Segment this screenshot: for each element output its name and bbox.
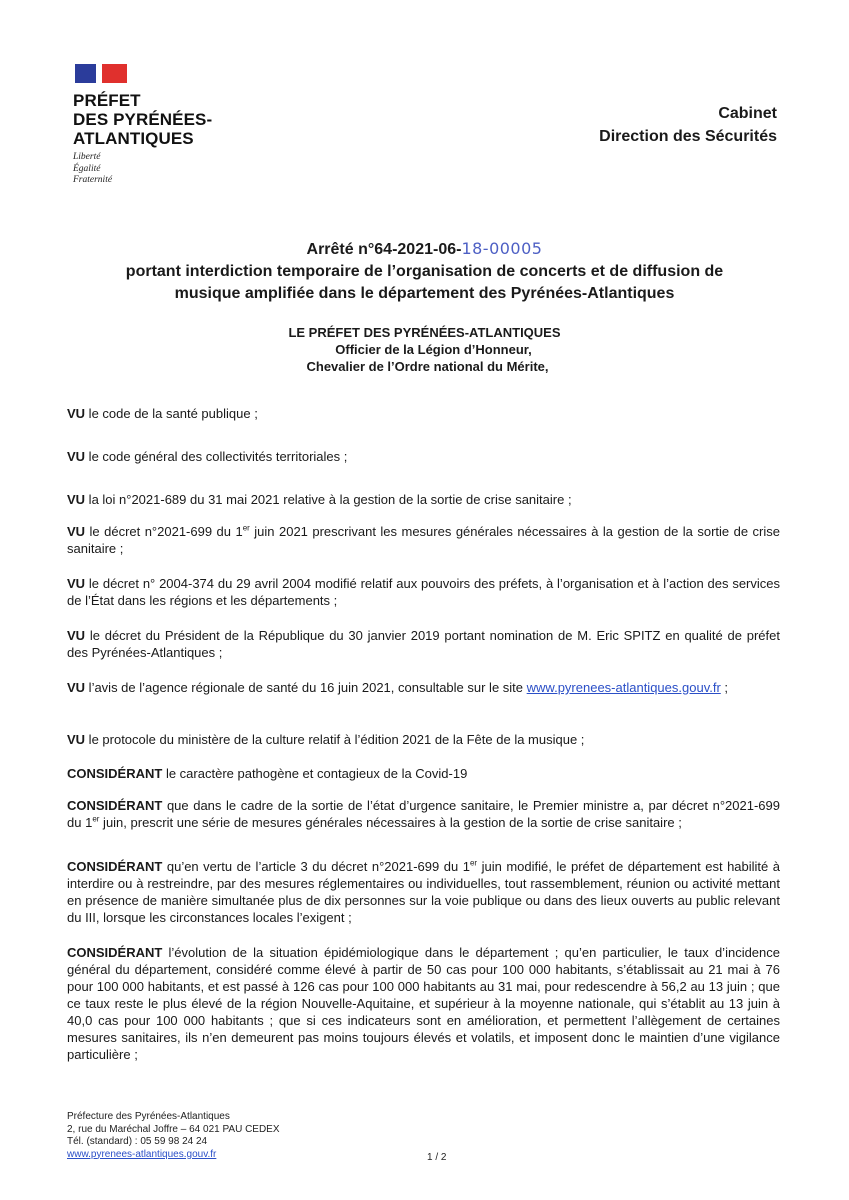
prefet-title: LE PRÉFET DES PYRÉNÉES-ATLANTIQUES (288, 325, 561, 340)
arrete-number-handwritten: 18-00005 (461, 239, 543, 258)
paragraph-lead: VU (67, 732, 86, 747)
arrete-number (0, 238, 849, 261)
prefet-distinction: Chevalier de l’Ordre national du Mérite, (306, 359, 549, 374)
paragraph-lead: VU (67, 524, 86, 539)
vu-paragraph (67, 405, 780, 422)
paragraph-lead: CONSIDÉRANT (67, 798, 163, 813)
paragraph-lead: CONSIDÉRANT (67, 945, 163, 960)
vu-paragraph (67, 575, 780, 609)
considerant-paragraph (67, 797, 780, 831)
paragraph-text: que dans le cadre de la sortie de l’état d’urgence sanitaire, le Premier ministre a, par décret n°2021-699 du 1 (67, 798, 780, 830)
page-number: 1 / 2 (427, 1152, 447, 1163)
considerant-paragraph (67, 944, 780, 1063)
paragraph-text: l’avis de l’agence régionale de santé du 16 juin 2021, consultable sur le site (85, 680, 527, 695)
footer-address (67, 1111, 280, 1161)
paragraph-lead: CONSIDÉRANT (67, 766, 163, 781)
vu-paragraph (67, 491, 780, 508)
footer-line: Préfecture des Pyrénées-Atlantiques (67, 1111, 230, 1122)
vu-paragraph (67, 679, 780, 696)
french-flag-icon (75, 64, 127, 83)
paragraph-text: le décret n° 2004-374 du 29 avril 2004 modifié relatif aux pouvoirs des préfets, à l’organisation et à l’action des services de l’État dans les régions et les départements ; (67, 576, 780, 608)
paragraph-text: le caractère pathogène et contagieux de la Covid-19 (162, 766, 468, 781)
vu-paragraph (67, 731, 780, 748)
logo-line: PRÉFET (73, 91, 141, 110)
motto-line: Fraternité (73, 175, 113, 185)
footer-line: 2, rue du Maréchal Joffre – 64 021 PAU CEDEX (67, 1123, 280, 1135)
paragraph-text: le code général des collectivités territoriales ; (85, 449, 348, 464)
service-line: Cabinet (718, 105, 777, 122)
motto-line: Liberté (73, 152, 101, 162)
logo-line: DES PYRÉNÉES- (73, 110, 213, 129)
paragraph-lead: VU (67, 680, 86, 695)
paragraph-lead: VU (67, 628, 86, 643)
prefet-block (0, 324, 849, 375)
paragraph-text: qu’en vertu de l’article 3 du décret n°2021-699 du 1 (162, 859, 470, 874)
prefet-distinction: Officier de la Légion d’Honneur, (335, 342, 532, 357)
paragraph-text: le décret du Président de la République du 30 janvier 2019 portant nomination de M. Eric SPITZ en qualité de préfet des Pyrénées-Atlantiques ; (67, 628, 780, 660)
service-header (599, 102, 777, 148)
superscript: er (242, 523, 250, 533)
paragraph-text: le code de la santé publique ; (85, 406, 258, 421)
footer-website-link[interactable]: www.pyrenees-atlantiques.gouv.fr (67, 1148, 217, 1160)
paragraph-text: l’évolution de la situation épidémiologique dans le département ; qu’en particulier, le taux d’incidence général du département, considéré comme élevé à partir de 50 cas pour 100 000 habitants, s’établissait au 21 mai à 76 pour 100 000 habitants, et est passé à 126 cas pour 100 000 habitants au 31 mai, pour redescendre à 56,2 au 13 juin ; que ce taux reste le plus élevé de la région Nouvelle-Aquitaine, et supérieur à la moyenne nationale, qui s’établit au 13 juin à 40,0 cas pour 100 000 habitants ; que si ces indicateurs sont en amélioration, et permettent l’allègement de certaines mesures sanitaires, ils n’en demeurent pas moins toujours élevés et volatils, et imposent donc le maintien d’une vigilance particulière ; (67, 945, 780, 1062)
logo-title (73, 91, 223, 148)
vu-paragraph (67, 448, 780, 465)
motto-line: Égalité (73, 163, 101, 174)
arrete-title (0, 238, 849, 305)
paragraph-text: le protocole du ministère de la culture relatif à l’édition 2021 de la Fête de la musique ; (85, 732, 585, 747)
paragraph-text: la loi n°2021-689 du 31 mai 2021 relative à la gestion de la sortie de crise sanitaire ; (85, 492, 572, 507)
superscript: er (92, 814, 100, 824)
arrete-subtitle: portant interdiction temporaire de l’organisation de concerts et de diffusion de (125, 263, 724, 280)
superscript: er (469, 858, 478, 868)
arrete-number-prefix: Arrêté n°64-2021-06- (306, 241, 462, 258)
footer-line: Tél. (standard) : 05 59 98 24 24 (67, 1136, 208, 1147)
prefecture-logo (73, 64, 223, 187)
paragraph-text: juin modifié, le préfet de département est habilité à interdire ou à restreindre, par des mesures réglementaires ou individuelles, tout rassemblement, réunion ou activité mettant en présence de manière simultanée plus de dix personnes sur la voie publique ou dans des lieux ouverts au public relevant du III, lorsque les circonstances locales l’exigent ; (67, 859, 781, 925)
considerant-paragraph (67, 765, 780, 782)
paragraph-lead: VU (67, 492, 86, 507)
service-line: Direction des Sécurités (599, 128, 777, 145)
republic-motto (73, 152, 223, 187)
prefecture-website-link[interactable]: www.pyrenees-atlantiques.gouv.fr (526, 680, 721, 695)
paragraph-text: le décret n°2021-699 du 1 (85, 524, 243, 539)
paragraph-text: ; (720, 680, 729, 695)
paragraph-text: juin 2021 prescrivant les mesures générales nécessaires à la gestion de la sortie de crise sanitaire ; (67, 524, 780, 556)
paragraph-text: juin, prescrit une série de mesures générales nécessaires à la gestion de la sortie de crise sanitaire ; (99, 815, 682, 830)
logo-line: ATLANTIQUES (73, 129, 194, 148)
paragraph-lead: VU (67, 449, 86, 464)
paragraph-lead: VU (67, 576, 86, 591)
considerant-paragraph (67, 858, 780, 926)
arrete-subtitle: musique amplifiée dans le département des Pyrénées-Atlantiques (174, 285, 675, 302)
vu-paragraph (67, 627, 780, 661)
paragraph-lead: CONSIDÉRANT (67, 859, 163, 874)
paragraph-lead: VU (67, 406, 86, 421)
vu-paragraph (67, 523, 780, 557)
